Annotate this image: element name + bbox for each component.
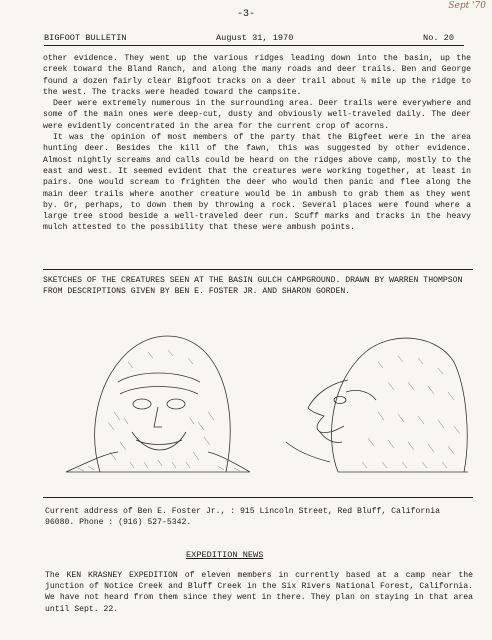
paragraph-deer: Deer were extremely numerous in the surrounding area. Deer trails were everywhere and some of the main ones were deep-cut, dusty and obviously well-traveled daily. The deer were evidently concentrated in the area for the current crop of acorns.: [43, 99, 471, 131]
bulletin-date: August 31, 1970: [216, 33, 294, 43]
issue-number: No. 20: [423, 33, 454, 43]
creature-sketch-profile: [278, 322, 478, 482]
article-body: [43, 53, 471, 234]
bulletin-title: BIGFOOT BULLETIN: [44, 33, 127, 43]
address-note: Current address of Ben E. Foster Jr., : 915 Lincoln Street, Red Bluff, California 96080. Phone : (916) 527-5342.: [45, 507, 440, 528]
paragraph-evidence: other evidence. They went up the various ridges leading down into the basin, up the creek toward the Bland Ranch, and along the many roads and deer trails. Ben and George found a dozen fairly clear Bigfoot tracks on a deer trail about ½ mile up the ridge to the west. The tracks were headed toward the campsite.: [43, 54, 471, 97]
bulletin-header: [44, 33, 454, 45]
page-number: -3-: [236, 9, 255, 20]
section-divider-lower: [43, 497, 473, 498]
news-heading: EXPEDITION NEWS: [186, 550, 264, 560]
news-body: The KEN KRASNEY EXPEDITION of eleven members in currently based at a camp near the junction of Notice Creek and Bluff Creek in the Six Rivers National Forest, California. We have not heard from them since they went in there. They plan on staying in that area until Sept. 22.: [45, 571, 473, 614]
handwritten-note: Sept '70: [448, 1, 486, 11]
sketch-caption: SKETCHES OF THE CREATURES SEEN AT THE BASIN GULCH CAMPGROUND. DRAWN BY WARREN THOMPSON FROM DESCRIPTIONS GIVEN BY BEN E. FOSTER JR. AND SHARON GORDEN.: [43, 276, 463, 296]
paragraph-hunting: It was the opinion of most members of the party that the Bigfeet were in the area hunting deer. Besides the kill of the fawn, this was suggested by other evidence. Almost nightly screams and calls could be heard on the ridges above camp, mostly to the east and west. It seemed evident that the creatures were working together, at least in pairs. One would scream to frighten the deer who would then panic and flee along the main deer trails where another creature would be in ambush to grab them as they went by. Or, perhaps, to down them by throwing a rock. Several places were found where a large tree stood beside a well-traveled deer run. Scuff marks and tracks in the heavy mulch attested to the possibility that these were ambush points.: [43, 133, 471, 233]
creature-sketch-front: [58, 322, 258, 482]
header-divider: [44, 45, 464, 46]
section-divider: [43, 269, 473, 270]
